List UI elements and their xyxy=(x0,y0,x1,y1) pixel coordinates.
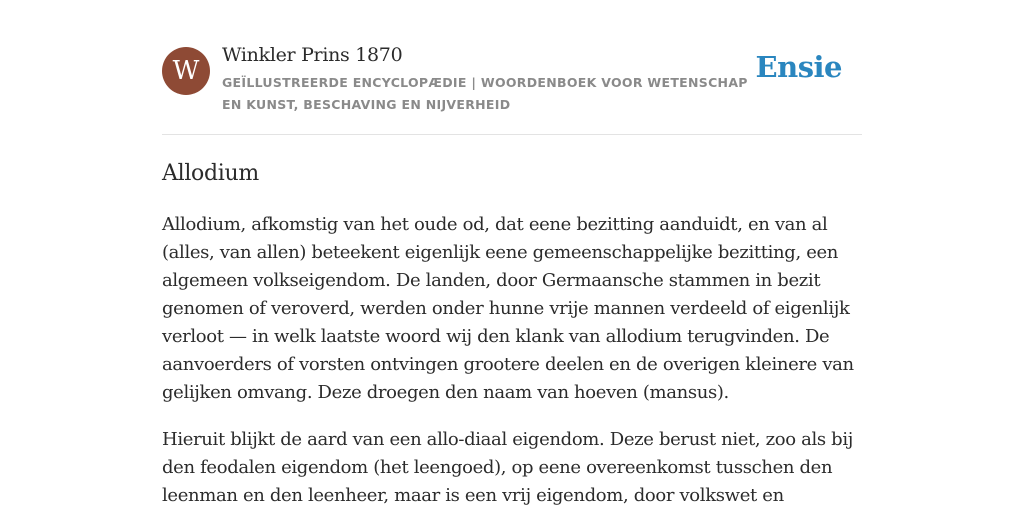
source-header xyxy=(162,0,862,135)
source-subtitle: GEÏLLUSTREERDE ENCYCLOPÆDIE | WOORDENBOEK VOOR WETENSCHAP EN KUNST, BESCHAVING EN NIJVERHEID xyxy=(222,75,748,112)
page xyxy=(162,0,862,510)
source-title[interactable]: Winkler Prins 1870 xyxy=(222,44,403,66)
entry-body xyxy=(162,211,862,510)
source-avatar[interactable]: W xyxy=(162,47,210,95)
paragraph: Allodium, afkomstig van het oude od, dat eene bezitting aanduidt, en van al (alles, van allen) beteekent eigenlijk eene gemeenschappelijke bezitting, een algemeen volkseigendom. De landen, door Germaansche stammen in bezit genomen of veroverd, werden onder hunne vrije mannen verdeeld of eigenlijk verloot — in welk laatste woord wij den klank van allodium terugvinden. De aanvoerders of vorsten ontvingen grootere deelen en de overigen kleinere van gelijken omvang. Deze droegen den naam van hoeven (mansus). xyxy=(162,214,854,403)
ensie-logo-link[interactable]: Ensie xyxy=(755,50,842,84)
entry-title: Allodium xyxy=(162,161,259,186)
paragraph: Hieruit blijkt de aard van een allo-diaal eigendom. Deze berust niet, zoo als bij den feodalen eigendom (het leengoed), op eene overeenkomst tusschen den leenman en den leenheer, maar is een vrij eigendom, door volkswet en xyxy=(162,429,853,506)
